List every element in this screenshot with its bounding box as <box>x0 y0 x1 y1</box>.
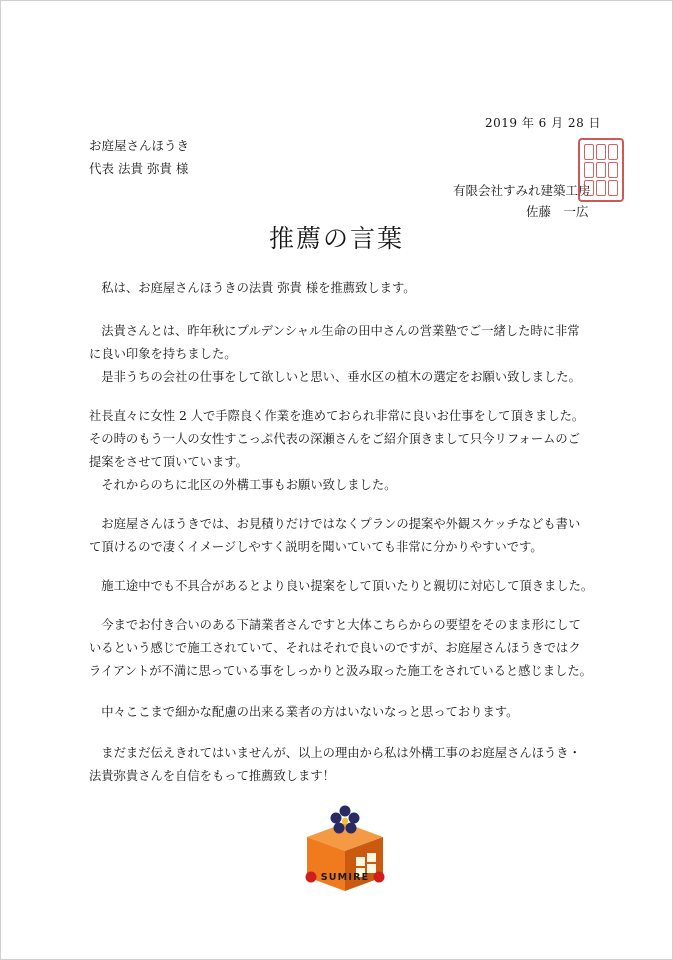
letter-paragraph-8: まだまだ伝えきれてはいませんが、以上の理由から私は外構工事のお庭屋さんほうき・ 法貴弥貴さんを自信をもって推薦致します！ <box>89 746 581 783</box>
letter-date: 2019 年 6 月 28 日 <box>485 116 602 130</box>
letter-title: 推薦の言葉 <box>268 224 404 253</box>
sender-name: 佐藤 一広 <box>526 204 589 219</box>
letter-paragraph-3: 社長直々に女性 2 人で手際良く作業を進めておられ非常に良いお仕事をして頂きました。 その時のもう一人の女性すこっぷ代表の深瀬さんをご紹介頂きまして只今リフォームのご 提案をさせて頂いています。 それからのちに北区の外構工事もお願い致しました。 <box>89 409 585 492</box>
recipient-company: お庭屋さんほうき <box>89 138 190 153</box>
sumire-logo <box>299 801 391 901</box>
letter-paragraph-1: 私は、お庭屋さんほうきの法貴 弥貴 様を推薦致します。 <box>89 281 416 295</box>
letter-paragraph-5: 施工途中でも不具合があるとより良い提案をして頂いたりと親切に対応して頂きました。 <box>89 579 594 593</box>
letter-paragraph-2: 法貴さんとは、昨年秋にプルデンシャル生命の田中さんの営業塾でご一緒した時に非常 に良い印象を持ちました。 是非うちの会社の仕事をして欲しいと思い、垂水区の植木の選定をお願い致しました。 <box>89 324 581 384</box>
letter-paragraph-4: お庭屋さんほうきでは、お見積りだけではなくプランの提案や外観スケッチなども書い て頂けるので凄くイメージしやすく説明を聞いていても非常に分かりやすいです。 <box>89 517 581 554</box>
letter-paragraph-7: 中々ここまで細かな配慮の出来る業者の方はいないなっと思っております。 <box>89 705 519 719</box>
letter-paragraph-6: 今までお付き合いのある下請業者さんですと大体こちらからの要望をそのまま形にして いるという感じで施工されていて、それはそれで良いのですが、お庭屋さんほうきではク ライアントが不満に思っている事をしっかりと汲み取った施工をされていると感じました。 <box>89 618 592 678</box>
sender-company: 有限会社すみれ建築工房 <box>453 183 591 198</box>
recipient-name: 代表 法貴 弥貴 様 <box>89 161 189 176</box>
logo-text: SUMIRE <box>320 872 370 883</box>
company-seal-icon <box>578 138 624 202</box>
